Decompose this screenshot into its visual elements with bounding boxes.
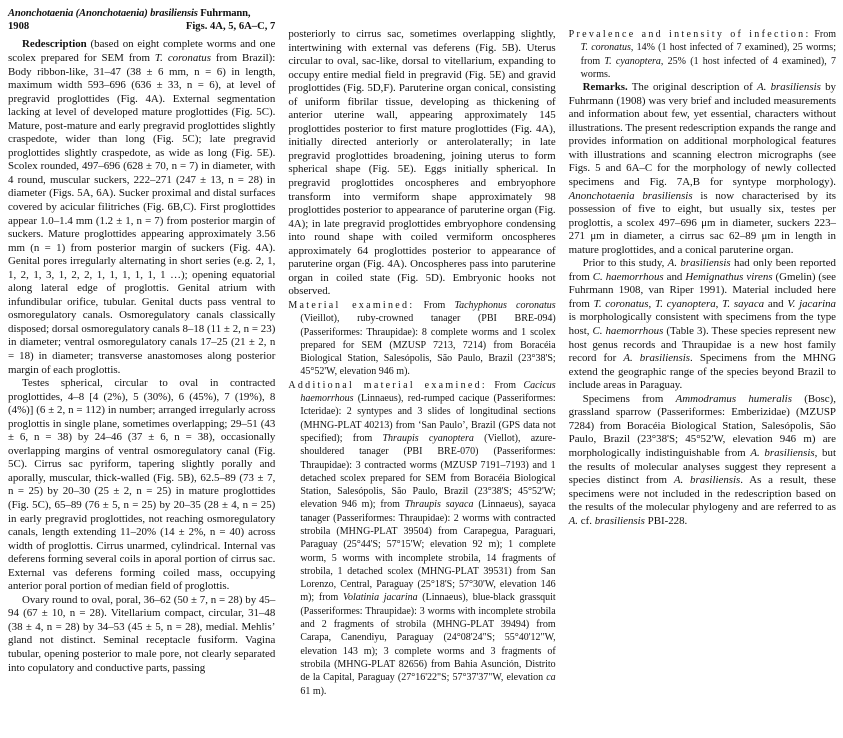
ovary-paragraph: Ovary round to oval, poral, 36–62 (50 ± 7, n = 28) by 45–94 (67 ± 10, n = 28). Vitellarium compact, circular, 31–48 (38 ± 4, n = 28) by 34–53 (45 ± 5, n = 28), medial. Mehlis’ gland not distinct. Seminal receptacle fusiform. Vagina tubular, opening posterior to male pore, not clearly separated into copulatory and conductive parts, passing	[8, 593, 276, 674]
prevalence-section: Prevalence and intensity of infection: From T. coronatus, 14% (1 host infected of 7 examined), 25 worms; from T. cyanoptera, 25% (1 host infected of 4 examined), 7 worms.	[568, 29, 836, 80]
prior-study-paragraph: Prior to this study, A. brasiliensis had only been reported from C. haemorrhous and Hemignathus virens (Gmelin) (see Fuhrmann 1908, van Riper 1991). Material included here from T. coronatus, T. cyanoptera, T. sayaca and V. jacarina is morphologically consistent with specimens from the type host, C. haemorrhous (Table 3). These species represent new host genus records and Thraupidae is a new host family record for A. brasiliensis. Specimens from the MHNG extend the geographic range of the species beyond Brazil to include areas in Paraguay.	[568, 257, 836, 392]
material-examined-section: Material examined: From Tachyphonus coronatus (Vieillot), ruby-crowned tanager (PBI BRE-094) (Passeriformes: Thraupidae): 8 complete worms and 1 scolex prepared for SEM (MZUSP 7213, 7214) from Boracéia Biological Station, Salesópolis, São Paulo, Brazil (23°38'S; 45°52'W, elevation 946 m).	[288, 299, 556, 378]
testes-paragraph: Testes spherical, circular to oval in contracted proglottides, 4–8 [4 (2%), 5 (30%), 6 (45%), 7 (19%), 8 (4%)] (6 ± 2, n = 112) in number; arranged irregularly across proglottis in single plane, sometimes overlapping; 29–51 (43 ± 6, n = 38) by 24–46 (37 ± 6, n = 38), occasionally overlapping margins of ventral osmoregulatory canal (Fig. 5C). Cirrus sac pyriform, tapering slightly porally and aporally, muscular, thick-walled (Fig. 5B), 62.5–89 (73 ± 7, n = 25) by 20–30 (25 ± 2, n = 25) in mature proglottides (Fig. 5C), 65–89 (76 ± 5, n = 25) by 20–35 (28 ± 4, n = 25) in early pregravid proglottides, not reaching osmoregulatory canals, length extending 11–20% (14 ± 2%, n = 40) across width of proglottis. Cirrus unarmed, cylindrical. Internal vas deferens forming several coils in aporal portion of cirrus sac. External vas deferens forming coiled mass, occupying anterior poral portion of median field of proglottis.	[8, 377, 276, 593]
remarks-paragraph: Remarks. The original description of A. brasiliensis by Fuhrmann (1908) was very brief and included measurements and information about few, yet essential, characters without illustrations. The present redescription expands the range and provides information on additional morphological features with illustrations and scanning electron micrographs (see Figs. 5 and 6A–C for the morphology of newly collected specimens and Fig. 7A,B for syntype morphology). Anonchotaenia brasiliensis is now characterised by its possession of five to eight, but usually six, testes per proglottis, a scolex 497–696 μm in diameter, suckers 223–271 μm in diameter, a cirrus sac 62–89 μm in length in mature proglottides, and a conical paruterine organ.	[568, 81, 836, 256]
species-heading-year: 1908	[8, 21, 30, 33]
species-heading	[8, 7, 275, 33]
additional-material-section: Additional material examined: From Cacicus haemorrhous (Linnaeus), red-rumped cacique (Passeriformes: Icteridae): 2 syntypes and 3 slides of longitudinal sections (MHNG-PLAT 40213) from ‘San Paulo’, Brazil (GPS data not specified); from Thraupis cyanoptera (Viellot), azure-shouldered tanager (PBI BRE-070) (Passeriformes: Thraupidae): 3 contracted worms (MZUSP 7191–7193) and 1 detached scolex prepared for SEM from Boracéia Biological Station, Salesópolis, São Paulo, Brazil (23°38'S; 45°52'W; elevation 946 m); from Thraupis sayaca (Linnaeus), sayaca tanager (Passeriformes: Thraupidae): 2 worms with contracted strobila (MHNG-PLAT 39504) from Carapegua, Paraguari, Paraguay (25°44'S; 57°15'W; elevation 92 m); 1 complete worm, 5 worms with incomplete strobila, 14 fragments of strobila, 1 detached scolex (MHNG-PLAT 39531) from San Lorenzo, Central, Paraguay (25°18'S; 57°30'W, elevation 146 m); from Volatinia jacarina (Linnaeus), blue-black grassquit (Passeriformes: Thraupidae): 3 worms with incomplete strobila and 2 fragments of strobila (MHNG-PLAT 39494) from Carapa, Canendiyu, Paraguay (24°08'24"S; 55°40'12"W, elevation 143 m); 3 complete worms and 3 fragments of strobila (MHNG-PLAT 82656) from Bahia Asunción, Distrito de la Capital, Paraguay (27°16'22"S; 57°37'37"W, elevation ca 61 m).	[288, 379, 556, 697]
species-heading-line2	[8, 20, 275, 33]
column-middle	[288, 7, 555, 738]
column-right	[569, 7, 836, 738]
specimens-paragraph: Specimens from Ammodramus humeralis (Bosc), grassland sparrow (Passeriformes: Emberizidae) (MZUSP 7284) from Boracéia Biological Station, Salesópolis, São Paulo, Brazil (23°38'S; 45°52'W, elevation 946 m) are morphologically indistinguishable from A. brasiliensis, but the results of molecular analyses suggest they represent a species distinct from A. brasiliensis. As a result, these specimens were not included in the redescription based on the results of the molecular phylogeny and are referred to as A. cf. brasiliensis PBI-228.	[568, 392, 836, 527]
uterus-continuation-paragraph: posteriorly to cirrus sac, sometimes overlapping slightly, intertwining with external vas deferens (Fig. 5B). Uterus circular to oval, sac-like, dorsal to vitellarium, expanding to occupy entire medial field in pregravid (Fig. 5E) and gravid proglottides (Fig. 5D,F). Paruterine organ conical, consisting of uniform fibrilar tissue, developing as thickening of anterior uterine wall, appearing approximately 145 proglottides posterior to first mature proglottides (Fig. 4A), initially directed anteriorly or anterolaterally; in late pregravid proglottides broadening, joining uterus to form spherical shape (Fig. 5E). Eggs initially spherical. In pregravid proglottides oncospheres and embryophore transform into vermiform shape approximately 98 proglottides posterior to appearance of paruterine organ (Fig. 4A); in late pregravid proglottides embryophore condensing into round shape with coiled vermiform oncospheres approximately 64 proglottides posterior to appearance of paruterine organ (Fig. 4A). Oncospheres pass into paruterine organ in coiled state (Fig. 5D). Embryonic hooks not observed.	[288, 28, 556, 298]
redescription-paragraph: Redescription (based on eight complete worms and one scolex prepared for SEM from T. coronatus from Brazil): Body ribbon-like, 31–47 (38 ± 6 mm, n = 6) in length, maximum width 593–696 (636 ± 33, n = 6), at level of pregravid proglottides (Fig. 4A). External segmentation lacking at level of developed mature proglottides (Fig. 5C). Mature, post-mature and early pregravid proglottides slightly craspedote, wider than long (Fig. 5C); late pregravid proglottides slightly craspedote, as wide as long (Fig. 5E). Scolex rounded, 497–696 (628 ± 70, n = 7) in diameter, with 4 round, muscular suckers, 222–271 (247 ± 13, n = 28) in diameter (Figs. 5A, 6A). Sucker proximal and distal surfaces covered by acicular filitriches (Fig. 6B,C). First proglottides appear 1.0–1.4 mm (1.2 ± 1, n = 7) from posterior margin of suckers. Mature proglottides appearing approximately 3.56 mm (n = 1) from posterior margin of suckers (Fig. 4A). Genital pores irregularly alternating in short series (e.g. 2, 1, 1, 2, 1, 3, 1, 2, 2, 1, 1, 1, 1, 1, 1 …); opening equatorial along lateral edge of proglottis. Genital atrium with infundibular orifice, tubular. Genital ducts pass ventral to osmoregulatory canals. Osmoregulatory canals classically disposed; dorsal osmoregulatory canals 8–18 (11 ± 2, n = 23) in diameter; ventral osmoregulatory canals 17–25 (21 ± 2, n = 18) in diameter; transverse anastomoses along posterior margin of each proglottis.	[8, 38, 276, 376]
species-heading-line1: Anonchotaenia (Anonchotaenia) brasiliensis Fuhrmann,	[8, 8, 251, 19]
column-left	[8, 7, 275, 738]
species-heading-figs: Figs. 4A, 5, 6A–C, 7	[185, 21, 276, 33]
